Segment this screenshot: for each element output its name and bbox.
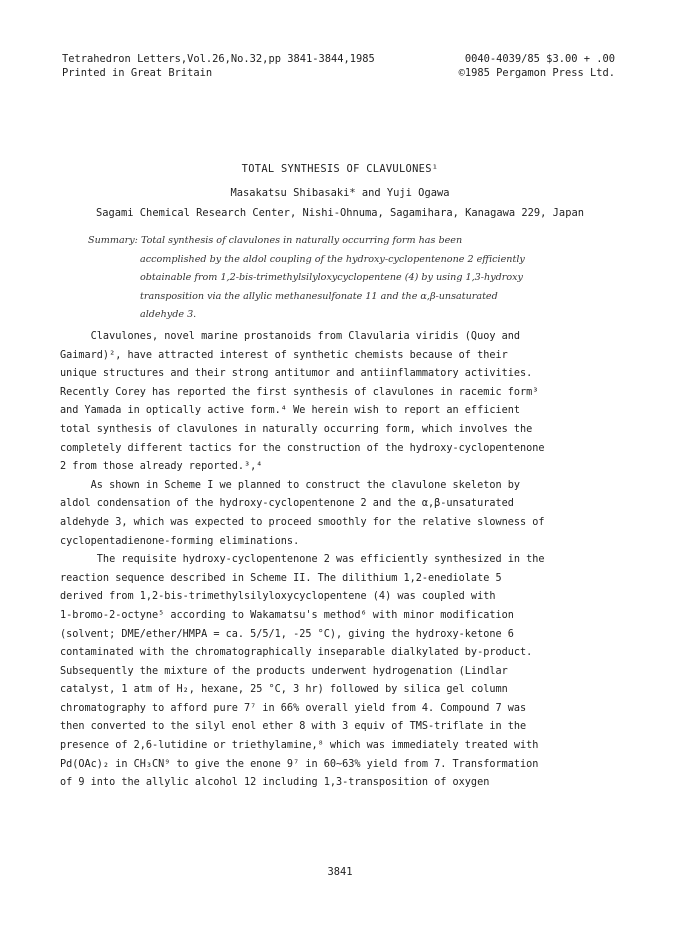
copyright-block — [392, 52, 615, 80]
body-line: aldehyde 3, which was expected to proceed smoothly for the relative slowness of — [60, 516, 545, 528]
summary-first-line — [88, 232, 623, 251]
journal-citation — [62, 52, 375, 80]
body-line: contaminated with the chromatographically inseparable dialkylated by-product. — [60, 647, 533, 659]
body-line: completely different tactics for the construction of the hydroxy-cyclopentenone — [60, 442, 545, 454]
body-line: cyclopentadienone-forming eliminations. — [60, 535, 300, 547]
summary-line: transposition via the allylic methanesulfonate 11 and the α,β-unsaturated — [140, 290, 498, 302]
summary-label: Summary: — [88, 235, 138, 246]
body-line: (solvent; DME/ether/HMPA = ca. 5/5/1, -25 °C), giving the hydroxy-ketone 6 — [60, 628, 514, 640]
page-number: 3841 — [327, 866, 353, 878]
summary-block — [88, 232, 623, 325]
body-line: As shown in Scheme I we planned to construct the clavulone skeleton by — [60, 479, 521, 491]
body-line: 1-bromo-2-octyne⁵ according to Wakamatsu's method⁶ with minor modification — [60, 609, 514, 621]
summary-line: accomplished by the aldol coupling of the hydroxy-cyclopentenone 2 efficiently — [140, 253, 525, 265]
body-line: 2 from those already reported.³,⁴ — [60, 461, 263, 473]
body-line: and Yamada in optically active form.⁴ We herein wish to report an efficient — [60, 405, 521, 417]
body-line: then converted to the silyl enol ether 8 with 3 equiv of TMS-triflate in the — [60, 721, 527, 733]
paper-title: TOTAL SYNTHESIS OF CLAVULONES¹ — [241, 163, 439, 175]
body-line: unique structures and their strong antitumor and antiinflammatory activities. — [60, 368, 533, 380]
body-text — [60, 328, 635, 793]
body-line: catalyst, 1 atm of H₂, hexane, 25 °C, 3 hr) followed by silica gel column — [60, 684, 508, 696]
author-line: Masakatsu Shibasaki* and Yuji Ogawa — [230, 187, 450, 199]
price-code-line: 0040-4039/85 $3.00 + .00 — [464, 53, 615, 65]
body-line: Clavulones, novel marine prostanoids from Clavularia viridis (Quoy and — [60, 331, 521, 342]
summary-line: obtainable from 1,2-bis-trimethylsilyloxycyclopentene (4) by using 1,3-hydroxy — [140, 272, 523, 283]
affiliation-line: Sagami Chemical Research Center, Nishi-Ohnuma, Sagamihara, Kanagawa 229, Japan — [96, 207, 584, 219]
body-line: Subsequently the mixture of the products underwent hydrogenation (Lindlar — [60, 665, 508, 677]
body-line: Gaimard)², have attracted interest of synthetic chemists because of their — [60, 349, 508, 361]
body-line: The requisite hydroxy-cyclopentenone 2 was efficiently synthesized in the — [60, 554, 545, 566]
body-line: presence of 2,6-lutidine or triethylamine,⁸ which was immediately treated with — [60, 740, 539, 752]
body-line: reaction sequence described in Scheme II. The dilithium 1,2-enediolate 5 — [60, 572, 502, 584]
body-line: aldol condensation of the hydroxy-cyclopentenone 2 and the α,β-unsaturated — [60, 498, 514, 510]
printed-in-line: Printed in Great Britain — [62, 67, 213, 79]
summary-line: aldehyde 3. — [140, 309, 197, 320]
body-line: Recently Corey has reported the first synthesis of clavulones in racemic form³ — [60, 386, 539, 398]
body-line: derived from 1,2-bis-trimethylsilyloxycyclopentene (4) was coupled with — [60, 591, 496, 603]
summary-line: Total synthesis of clavulones in naturally occurring form has been — [140, 235, 463, 246]
body-line: Pd(OAc)₂ in CH₃CN⁹ to give the enone 9⁷ in 60~63% yield from 7. Transformation — [60, 758, 539, 770]
copyright-line: ©1985 Pergamon Press Ltd. — [458, 67, 615, 79]
body-line: of 9 into the allylic alcohol 12 including 1,3-transposition of oxygen — [60, 777, 490, 789]
body-line: chromatography to afford pure 7⁷ in 66% overall yield from 4. Compound 7 was — [60, 702, 527, 714]
citation-line: Tetrahedron Letters,Vol.26,No.32,pp 3841-3844,1985 — [62, 53, 375, 65]
body-line: total synthesis of clavulones in naturally occurring form, which involves the — [60, 423, 533, 435]
